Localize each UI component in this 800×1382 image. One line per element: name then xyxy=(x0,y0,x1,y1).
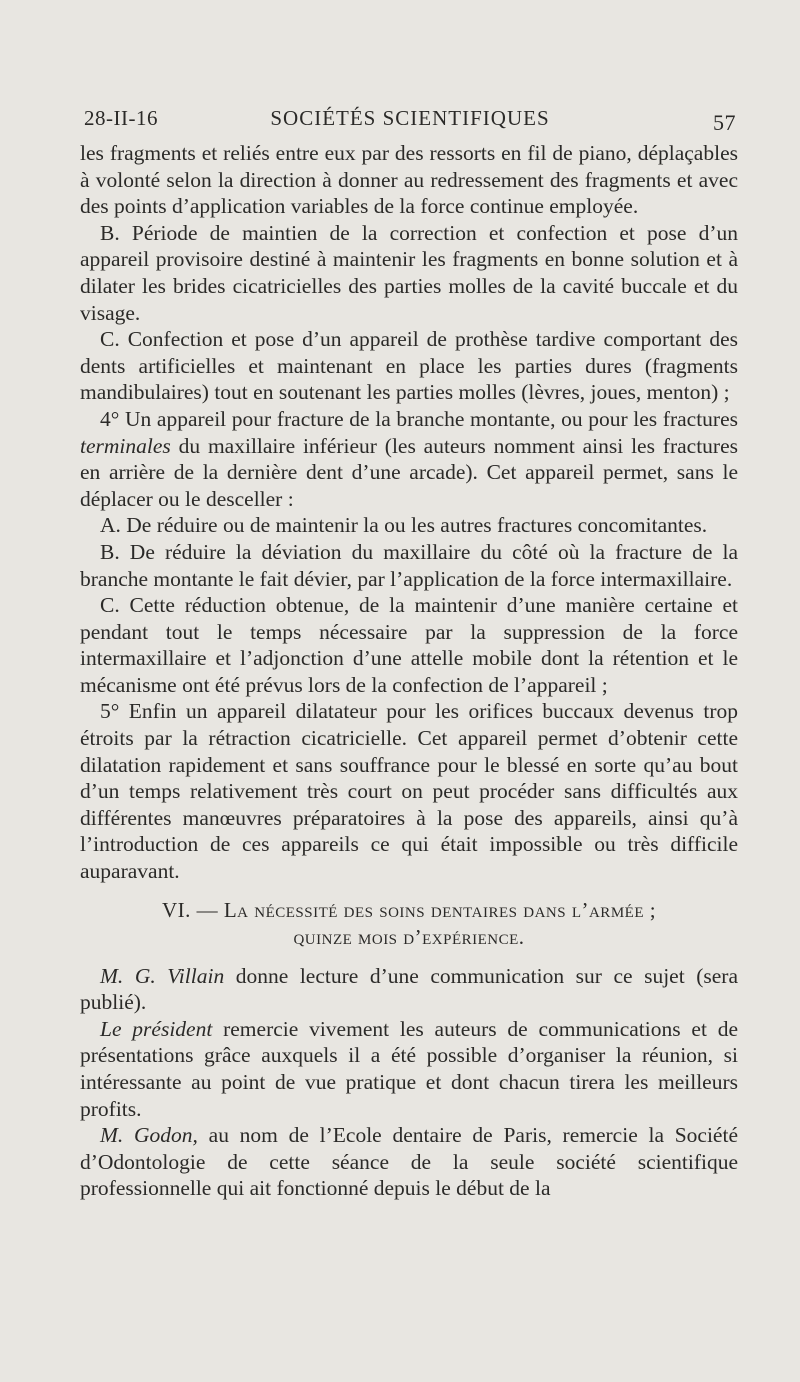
paragraph xyxy=(80,406,738,512)
speaker-name: M. Godon, xyxy=(100,1123,198,1148)
italic-term: terminales xyxy=(80,433,171,458)
text-run: donne lecture d’une communication sur ce sujet (sera publié). xyxy=(80,963,738,1015)
paragraph: C. Confection et pose d’un appareil de prothèse tardive comportant des dents artificielles et maintenant en place les parties dures (fragments mandibulaires) tout en soutenant les parties molles (lèvres, joues, menton) ; xyxy=(80,327,738,405)
speaker-name: Le président xyxy=(100,1016,213,1041)
text-run: 4° Un appareil pour fracture de la branche montante, ou pour les fractures xyxy=(100,406,738,431)
paragraph: 5° Enfin un appareil dilatateur pour les orifices buccaux devenus trop étroits par la rétraction cicatricielle. Cet appareil permet d’obtenir cette dilatation rapidement et sans souffrance pour le blessé en sorte qu’au bout d’un temps relativement très court on peut procéder sans difficultés aux différentes manœuvres préparatoires à la pose des appareils, ainsi qu’à l’introduction de ces appareils ce qui était impossible ou très difficile auparavant. xyxy=(80,699,738,884)
section-heading-line: quinze mois d’expérience. xyxy=(293,924,525,949)
paragraph: C. Cette réduction obtenue, de la maintenir d’une manière certaine et pendant tout le temps nécessaire par la suppression de la force intermaxillaire et l’adjonction d’une attelle mobile dont la rétention et le mécanisme ont été prévus lors de la confection de l’appareil ; xyxy=(80,593,738,697)
text-run: au nom de l’Ecole dentaire de Paris, remercie la Société d’Odontologie de cette séance de la seule société scientifique professionnelle qui ait fonctionné depuis le début de la xyxy=(80,1123,738,1201)
header-title: SOCIÉTÉS SCIENTIFIQUES xyxy=(270,106,550,130)
text-run: remercie vivement les auteurs de communications et de présentations grâce auxquels il a été possible d’organiser la réunion, si intéressante au point de vue pratique et dont chacun tirera les meilleurs profits. xyxy=(80,1016,738,1121)
paragraph xyxy=(80,1016,738,1122)
body-text xyxy=(80,140,738,1202)
paragraph xyxy=(80,1122,738,1202)
running-header xyxy=(82,100,738,134)
paragraph: B. Période de maintien de la correction et confection et pose d’un appareil provisoire destiné à maintenir les fragments en bonne solution et à dilater les brides cicatricielles des parties molles de la cavité buccale et du visage. xyxy=(80,220,738,325)
speaker-name: M. G. Villain xyxy=(100,963,225,988)
paragraph: les fragments et reliés entre eux par des ressorts en fil de piano, déplaçables à volonté selon la direction à donner au redressement des fragments et avec des points d’application variables de la force continue employée. xyxy=(80,141,738,219)
section-heading-line: VI. — La nécessité des soins dentaires dans l’armée ; xyxy=(161,897,657,922)
text-run: du maxillaire inférieur (les auteurs nomment ainsi les fractures en arrière de la dernière dent d’une arcade). Cet appareil permet, sans le déplacer ou le desceller : xyxy=(80,433,738,511)
section-heading xyxy=(80,897,738,951)
paragraph: B. De réduire la déviation du maxillaire du côté où la fracture de la branche montante le fait dévier, par l’application de la force intermaxillaire. xyxy=(80,539,738,591)
paragraph xyxy=(80,963,738,1016)
header-date: 28-II-16 xyxy=(84,106,158,130)
paragraph: A. De réduire ou de maintenir la ou les autres fractures concomitantes. xyxy=(100,513,708,538)
page-number: 57 xyxy=(713,110,736,135)
